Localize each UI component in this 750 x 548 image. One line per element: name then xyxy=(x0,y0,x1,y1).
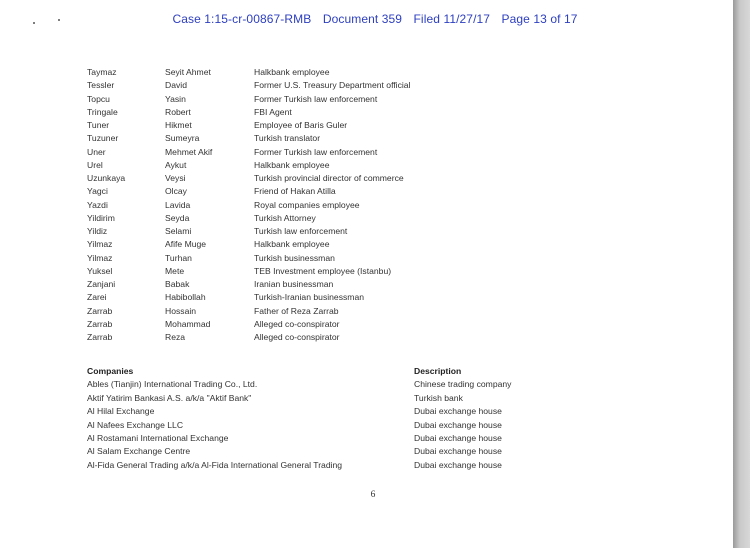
last-name: Urel xyxy=(87,159,103,170)
last-name: Tuner xyxy=(87,120,110,130)
person-description: Turkish businessman xyxy=(254,252,335,263)
company-description: Dubai exchange house xyxy=(414,419,502,430)
first-name: Turhan xyxy=(165,252,192,263)
description-heading: Description xyxy=(414,366,462,376)
person-description: Royal companies employee xyxy=(254,199,360,210)
first-name: Selami xyxy=(165,226,192,236)
companies-heading: Companies xyxy=(87,366,134,376)
first-name: Babak xyxy=(165,279,190,289)
last-name: Yildiz xyxy=(87,226,108,236)
company-name: Aktif Yatirim Bankasi A.S. a/k/a "Aktif Bank" xyxy=(87,392,252,403)
court-header xyxy=(0,12,750,26)
company-description: Dubai exchange house xyxy=(414,432,502,443)
last-name: Topcu xyxy=(87,93,110,104)
company-name: Al-Fida General Trading a/k/a Al-Fida International General Trading xyxy=(87,459,343,470)
first-name: Mehmet Akif xyxy=(165,146,213,157)
last-name: Yilmaz xyxy=(87,252,113,263)
document-number: Document 359 xyxy=(322,12,403,26)
last-name: Zarrab xyxy=(87,305,113,316)
company-description: Chinese trading company xyxy=(414,379,512,390)
first-name: Reza xyxy=(165,332,186,342)
company-name: Ables (Tianjin) International Trading Co., Ltd. xyxy=(87,379,258,390)
last-name: Uner xyxy=(87,146,106,157)
page-edge-shadow xyxy=(733,0,750,548)
last-name: Yagci xyxy=(87,186,108,197)
first-name: Aykut xyxy=(165,159,187,170)
person-description: Halkbank employee xyxy=(254,159,330,170)
last-name: Tuzuner xyxy=(87,133,119,144)
last-name: Zanjani xyxy=(87,279,116,289)
person-description: Iranian businessman xyxy=(254,279,334,289)
person-description: Former Turkish law enforcement xyxy=(254,93,378,104)
first-name: Yasin xyxy=(165,93,186,104)
company-description: Dubai exchange house xyxy=(414,406,502,417)
person-description: Employee of Baris Guler xyxy=(254,120,348,130)
last-name: Uzunkaya xyxy=(87,173,126,183)
first-name: Hossain xyxy=(165,305,197,316)
company-name: Al Hilal Exchange xyxy=(87,406,155,417)
company-name: Al Salam Exchange Centre xyxy=(87,446,191,457)
person-description: FBI Agent xyxy=(254,106,292,117)
company-description: Turkish bank xyxy=(414,392,463,403)
first-name: David xyxy=(165,80,187,91)
person-description: TEB Investment employee (Istanbu) xyxy=(254,265,392,276)
company-name: Al Nafees Exchange LLC xyxy=(87,419,184,430)
person-description: Turkish-Iranian businessman xyxy=(254,292,365,303)
first-name: Olcay xyxy=(165,186,187,197)
first-name: Sumeyra xyxy=(165,133,200,144)
first-name: Seyit Ahmet xyxy=(165,67,211,77)
last-name: Yuksel xyxy=(87,265,113,276)
last-name: Zarei xyxy=(87,292,107,303)
person-description: Father of Reza Zarrab xyxy=(254,305,339,316)
page-indicator: Page 13 of 17 xyxy=(501,12,578,26)
person-description: Friend of Hakan Atilla xyxy=(254,186,336,197)
first-name: Mete xyxy=(165,265,185,276)
company-description: Dubai exchange house xyxy=(414,446,502,457)
person-description: Former U.S. Treasury Department official xyxy=(254,80,411,91)
person-description: Turkish Attorney xyxy=(254,212,316,223)
last-name: Zarrab xyxy=(87,318,113,329)
first-name: Habibollah xyxy=(165,292,206,303)
first-name: Robert xyxy=(165,106,191,117)
last-name: Taymaz xyxy=(87,67,117,77)
last-name: Yilmaz xyxy=(87,239,113,250)
first-name: Seyda xyxy=(165,212,190,223)
filed-date: Filed 11/27/17 xyxy=(413,12,491,26)
first-name: Veysi xyxy=(165,173,186,183)
first-name: Lavida xyxy=(165,199,191,210)
person-description: Alleged co-conspirator xyxy=(254,332,340,342)
last-name: Tringale xyxy=(87,106,118,117)
first-name: Mohammad xyxy=(165,318,211,329)
first-name: Afife Muge xyxy=(165,239,207,250)
person-description: Halkbank employee xyxy=(254,67,330,77)
person-description: Former Turkish law enforcement xyxy=(254,146,378,157)
last-name: Yildirim xyxy=(87,212,115,223)
page-number: 6 xyxy=(370,490,376,500)
person-description: Alleged co-conspirator xyxy=(254,318,340,329)
last-name: Tessler xyxy=(87,80,115,91)
person-description: Turkish provincial director of commerce xyxy=(254,173,404,183)
first-name: Hikmet xyxy=(165,120,192,130)
last-name: Zarrab xyxy=(87,332,113,342)
last-name: Yazdi xyxy=(87,199,108,210)
case-number: Case 1:15-cr-00867-RMB xyxy=(172,12,312,26)
company-name: Al Rostamani International Exchange xyxy=(87,432,229,443)
person-description: Turkish law enforcement xyxy=(254,226,348,236)
person-description: Turkish translator xyxy=(254,133,321,144)
company-description: Dubai exchange house xyxy=(414,459,502,470)
person-description: Halkbank employee xyxy=(254,239,330,250)
